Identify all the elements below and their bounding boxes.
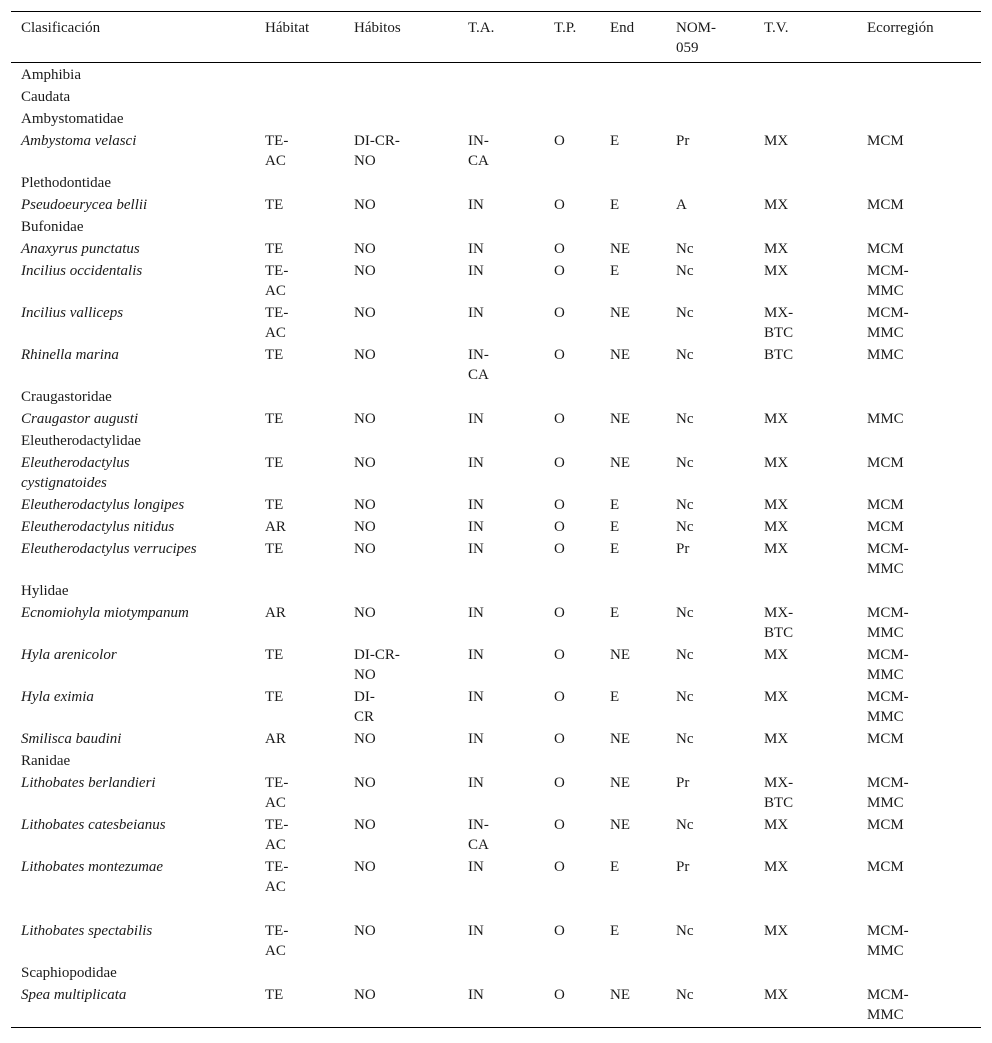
cell-clasificacion: Lithobates montezumae bbox=[21, 859, 164, 875]
cell-ta: IN bbox=[468, 241, 484, 257]
cell-habitat: AR bbox=[265, 731, 286, 747]
cell-ecorregion: MMC bbox=[867, 347, 904, 363]
table-row bbox=[11, 495, 981, 517]
cell-tp: O bbox=[554, 347, 565, 363]
cell-ecorregion: MCM bbox=[867, 731, 904, 747]
cell-clasificacion: Eleutherodactylus longipes bbox=[21, 497, 185, 513]
cell-ta: IN bbox=[468, 455, 484, 471]
cell-habitat: TE- AC bbox=[265, 775, 289, 811]
cell-habitat: TE bbox=[265, 647, 284, 663]
cell-clasificacion: Anaxyrus punctatus bbox=[21, 241, 140, 257]
cell-end: E bbox=[610, 541, 620, 557]
cell-clasificacion: Rhinella marina bbox=[21, 347, 119, 363]
cell-habitos: NO bbox=[354, 605, 376, 621]
cell-end: NE bbox=[610, 347, 630, 363]
cell-habitos: NO bbox=[354, 775, 376, 791]
table-row bbox=[11, 539, 981, 581]
group-label: Ambystomatidae bbox=[21, 111, 124, 127]
cell-habitos: NO bbox=[354, 411, 376, 427]
cell-habitos: NO bbox=[354, 263, 376, 279]
cell-nom059: Pr bbox=[676, 133, 690, 149]
cell-ecorregion: MCM bbox=[867, 859, 904, 875]
cell-ta: IN bbox=[468, 647, 484, 663]
group-row bbox=[11, 109, 981, 131]
cell-clasificacion: Eleutherodactylus nitidus bbox=[21, 519, 175, 535]
cell-habitos: NO bbox=[354, 455, 376, 471]
cell-clasificacion: Incilius occidentalis bbox=[21, 263, 143, 279]
header-tp: T.P. bbox=[554, 20, 577, 36]
cell-tp: O bbox=[554, 775, 565, 791]
cell-nom059: Nc bbox=[676, 497, 694, 513]
cell-nom059: Nc bbox=[676, 241, 694, 257]
table-row bbox=[11, 921, 981, 963]
cell-tp: O bbox=[554, 305, 565, 321]
cell-tp: O bbox=[554, 411, 565, 427]
cell-nom059: A bbox=[676, 197, 687, 213]
cell-tv: MX bbox=[764, 859, 789, 875]
cell-clasificacion: Spea multiplicata bbox=[21, 987, 127, 1003]
group-label: Ranidae bbox=[21, 753, 71, 769]
cell-ecorregion: MCM- MMC bbox=[867, 689, 909, 725]
cell-nom059: Nc bbox=[676, 455, 694, 471]
cell-habitat: TE bbox=[265, 241, 284, 257]
cell-tv: MX bbox=[764, 519, 789, 535]
cell-tv: MX bbox=[764, 197, 789, 213]
group-label: Plethodontidae bbox=[21, 175, 111, 191]
cell-end: NE bbox=[610, 775, 630, 791]
cell-ta: IN bbox=[468, 775, 484, 791]
cell-habitat: TE bbox=[265, 497, 284, 513]
cell-end: E bbox=[610, 689, 620, 705]
group-row bbox=[11, 431, 981, 453]
cell-nom059: Nc bbox=[676, 347, 694, 363]
cell-tp: O bbox=[554, 133, 565, 149]
cell-ta: IN bbox=[468, 923, 484, 939]
cell-habitat: AR bbox=[265, 605, 286, 621]
cell-ta: IN- CA bbox=[468, 817, 489, 853]
cell-tv: MX bbox=[764, 411, 789, 427]
cell-end: NE bbox=[610, 241, 630, 257]
cell-habitat: TE bbox=[265, 411, 284, 427]
cell-tv: MX bbox=[764, 817, 789, 833]
cell-tv: MX bbox=[764, 647, 789, 663]
cell-tv: MX bbox=[764, 541, 789, 557]
header-ta: T.A. bbox=[468, 20, 495, 36]
group-row bbox=[11, 65, 981, 87]
table-row bbox=[11, 261, 981, 303]
header-clasificacion: Clasificación bbox=[21, 20, 101, 36]
cell-nom059: Nc bbox=[676, 689, 694, 705]
cell-nom059: Pr bbox=[676, 541, 690, 557]
cell-ta: IN bbox=[468, 689, 484, 705]
cell-habitat: TE bbox=[265, 987, 284, 1003]
cell-habitos: NO bbox=[354, 859, 376, 875]
cell-tp: O bbox=[554, 647, 565, 663]
cell-tv: BTC bbox=[764, 347, 794, 363]
cell-tp: O bbox=[554, 541, 565, 557]
cell-end: NE bbox=[610, 411, 630, 427]
group-row bbox=[11, 217, 981, 239]
cell-end: E bbox=[610, 497, 620, 513]
cell-ta: IN bbox=[468, 519, 484, 535]
cell-ecorregion: MCM bbox=[867, 241, 904, 257]
cell-ta: IN bbox=[468, 605, 484, 621]
cell-habitos: NO bbox=[354, 923, 376, 939]
table-row bbox=[11, 195, 981, 217]
cell-nom059: Nc bbox=[676, 305, 694, 321]
cell-ecorregion: MCM bbox=[867, 133, 904, 149]
cell-end: NE bbox=[610, 987, 630, 1003]
cell-clasificacion: Lithobates berlandieri bbox=[21, 775, 156, 791]
cell-tp: O bbox=[554, 197, 565, 213]
table-row bbox=[11, 131, 981, 173]
header-end: End bbox=[610, 20, 635, 36]
cell-nom059: Nc bbox=[676, 731, 694, 747]
cell-ecorregion: MCM- MMC bbox=[867, 541, 909, 577]
cell-ta: IN bbox=[468, 731, 484, 747]
cell-ecorregion: MCM bbox=[867, 817, 904, 833]
group-row bbox=[11, 173, 981, 195]
cell-nom059: Pr bbox=[676, 775, 690, 791]
cell-habitos: NO bbox=[354, 347, 376, 363]
cell-habitat: TE bbox=[265, 347, 284, 363]
cell-ecorregion: MCM bbox=[867, 197, 904, 213]
cell-clasificacion: Incilius valliceps bbox=[21, 305, 124, 321]
cell-clasificacion: Hyla eximia bbox=[21, 689, 94, 705]
cell-tv: MX bbox=[764, 689, 789, 705]
table-row bbox=[11, 645, 981, 687]
cell-habitos: NO bbox=[354, 197, 376, 213]
cell-habitat: TE bbox=[265, 197, 284, 213]
group-label: Amphibia bbox=[21, 67, 81, 83]
cell-clasificacion: Hyla arenicolor bbox=[21, 647, 117, 663]
group-row bbox=[11, 581, 981, 603]
cell-ta: IN bbox=[468, 263, 484, 279]
cell-tp: O bbox=[554, 689, 565, 705]
group-row bbox=[11, 751, 981, 773]
group-label: Craugastoridae bbox=[21, 389, 112, 405]
table-row bbox=[11, 345, 981, 387]
cell-tp: O bbox=[554, 241, 565, 257]
cell-tv: MX bbox=[764, 241, 789, 257]
cell-tp: O bbox=[554, 923, 565, 939]
cell-ta: IN bbox=[468, 197, 484, 213]
cell-tp: O bbox=[554, 817, 565, 833]
table-row bbox=[11, 985, 981, 1027]
cell-nom059: Nc bbox=[676, 987, 694, 1003]
header-habitat: Hábitat bbox=[265, 20, 310, 36]
cell-end: E bbox=[610, 859, 620, 875]
cell-end: E bbox=[610, 263, 620, 279]
cell-habitat: TE- AC bbox=[265, 817, 289, 853]
cell-tv: MX bbox=[764, 455, 789, 471]
cell-end: E bbox=[610, 605, 620, 621]
cell-tp: O bbox=[554, 263, 565, 279]
cell-ecorregion: MCM- MMC bbox=[867, 987, 909, 1023]
cell-habitat: TE- AC bbox=[265, 305, 289, 341]
table-header-row bbox=[11, 12, 981, 62]
cell-habitos: NO bbox=[354, 497, 376, 513]
cell-end: NE bbox=[610, 731, 630, 747]
cell-tv: MX bbox=[764, 263, 789, 279]
cell-end: NE bbox=[610, 455, 630, 471]
cell-nom059: Nc bbox=[676, 411, 694, 427]
cell-habitat: TE- AC bbox=[265, 133, 289, 169]
cell-nom059: Nc bbox=[676, 519, 694, 535]
cell-habitos: DI-CR- NO bbox=[354, 133, 400, 169]
cell-end: E bbox=[610, 923, 620, 939]
cell-habitat: TE bbox=[265, 541, 284, 557]
table-row bbox=[11, 239, 981, 261]
header-nom059: NOM- 059 bbox=[676, 20, 716, 56]
cell-clasificacion: Ambystoma velasci bbox=[21, 133, 137, 149]
cell-ta: IN bbox=[468, 859, 484, 875]
cell-tp: O bbox=[554, 497, 565, 513]
cell-ecorregion: MCM- MMC bbox=[867, 647, 909, 683]
cell-tp: O bbox=[554, 987, 565, 1003]
cell-habitos: DI-CR- NO bbox=[354, 647, 400, 683]
cell-nom059: Pr bbox=[676, 859, 690, 875]
cell-habitos: NO bbox=[354, 305, 376, 321]
cell-nom059: Nc bbox=[676, 923, 694, 939]
cell-tv: MX bbox=[764, 497, 789, 513]
cell-habitos: NO bbox=[354, 731, 376, 747]
cell-end: E bbox=[610, 519, 620, 535]
cell-clasificacion: Lithobates catesbeianus bbox=[21, 817, 166, 833]
cell-habitos: NO bbox=[354, 817, 376, 833]
cell-clasificacion: Smilisca baudini bbox=[21, 731, 122, 747]
cell-end: E bbox=[610, 133, 620, 149]
cell-clasificacion: Pseudoeurycea bellii bbox=[21, 197, 148, 213]
table-row bbox=[11, 773, 981, 815]
cell-ecorregion: MCM- MMC bbox=[867, 775, 909, 811]
cell-habitos: NO bbox=[354, 987, 376, 1003]
cell-habitos: NO bbox=[354, 519, 376, 535]
table-row bbox=[11, 453, 981, 495]
table-row bbox=[11, 857, 981, 921]
cell-habitat: AR bbox=[265, 519, 286, 535]
cell-nom059: Nc bbox=[676, 263, 694, 279]
header-tv: T.V. bbox=[764, 20, 789, 36]
group-label: Scaphiopodidae bbox=[21, 965, 117, 981]
table-row bbox=[11, 517, 981, 539]
cell-habitat: TE bbox=[265, 689, 284, 705]
cell-ecorregion: MCM- MMC bbox=[867, 923, 909, 959]
cell-tv: MX bbox=[764, 133, 789, 149]
cell-end: NE bbox=[610, 817, 630, 833]
cell-end: NE bbox=[610, 647, 630, 663]
group-row bbox=[11, 87, 981, 109]
cell-ecorregion: MCM- MMC bbox=[867, 263, 909, 299]
cell-habitat: TE- AC bbox=[265, 923, 289, 959]
cell-tv: MX bbox=[764, 731, 789, 747]
cell-tv: MX- BTC bbox=[764, 775, 794, 811]
cell-clasificacion: Eleutherodactylus cystignatoides bbox=[21, 455, 130, 491]
table-row bbox=[11, 687, 981, 729]
table-row bbox=[11, 409, 981, 431]
group-row bbox=[11, 963, 981, 985]
table-row bbox=[11, 603, 981, 645]
group-label: Hylidae bbox=[21, 583, 69, 599]
cell-ta: IN bbox=[468, 541, 484, 557]
cell-nom059: Nc bbox=[676, 647, 694, 663]
cell-habitat: TE bbox=[265, 455, 284, 471]
table-body bbox=[11, 63, 981, 1027]
cell-tv: MX bbox=[764, 923, 789, 939]
cell-tp: O bbox=[554, 731, 565, 747]
group-label: Eleutherodactylidae bbox=[21, 433, 141, 449]
cell-ecorregion: MCM bbox=[867, 455, 904, 471]
cell-habitat: TE- AC bbox=[265, 263, 289, 299]
cell-ta: IN bbox=[468, 987, 484, 1003]
cell-tv: MX- BTC bbox=[764, 305, 794, 341]
cell-tp: O bbox=[554, 859, 565, 875]
cell-clasificacion: Lithobates spectabilis bbox=[21, 923, 153, 939]
cell-tv: MX bbox=[764, 987, 789, 1003]
cell-tp: O bbox=[554, 519, 565, 535]
header-habitos: Hábitos bbox=[354, 20, 401, 36]
cell-ecorregion: MCM- MMC bbox=[867, 305, 909, 341]
cell-ecorregion: MCM bbox=[867, 497, 904, 513]
table-bottom-rule bbox=[11, 1027, 981, 1028]
cell-tp: O bbox=[554, 455, 565, 471]
cell-clasificacion: Craugastor augusti bbox=[21, 411, 139, 427]
table-row bbox=[11, 815, 981, 857]
header-ecorregion: Ecorregión bbox=[867, 20, 934, 36]
cell-ta: IN- CA bbox=[468, 347, 489, 383]
cell-habitos: NO bbox=[354, 541, 376, 557]
cell-ecorregion: MMC bbox=[867, 411, 904, 427]
cell-tv: MX- BTC bbox=[764, 605, 794, 641]
cell-ecorregion: MCM- MMC bbox=[867, 605, 909, 641]
cell-ecorregion: MCM bbox=[867, 519, 904, 535]
cell-tp: O bbox=[554, 605, 565, 621]
cell-habitos: NO bbox=[354, 241, 376, 257]
cell-habitat: TE- AC bbox=[265, 859, 289, 895]
cell-habitos: DI- CR bbox=[354, 689, 375, 725]
table-row bbox=[11, 729, 981, 751]
cell-ta: IN bbox=[468, 411, 484, 427]
group-label: Caudata bbox=[21, 89, 71, 105]
cell-ta: IN bbox=[468, 497, 484, 513]
cell-end: NE bbox=[610, 305, 630, 321]
group-row bbox=[11, 387, 981, 409]
cell-nom059: Nc bbox=[676, 605, 694, 621]
table-row bbox=[11, 303, 981, 345]
cell-clasificacion: Ecnomiohyla miotympanum bbox=[21, 605, 189, 621]
cell-ta: IN bbox=[468, 305, 484, 321]
cell-ta: IN- CA bbox=[468, 133, 489, 169]
cell-nom059: Nc bbox=[676, 817, 694, 833]
cell-end: E bbox=[610, 197, 620, 213]
group-label: Bufonidae bbox=[21, 219, 84, 235]
species-table bbox=[11, 11, 981, 1028]
cell-clasificacion: Eleutherodactylus verrucipes bbox=[21, 541, 197, 557]
